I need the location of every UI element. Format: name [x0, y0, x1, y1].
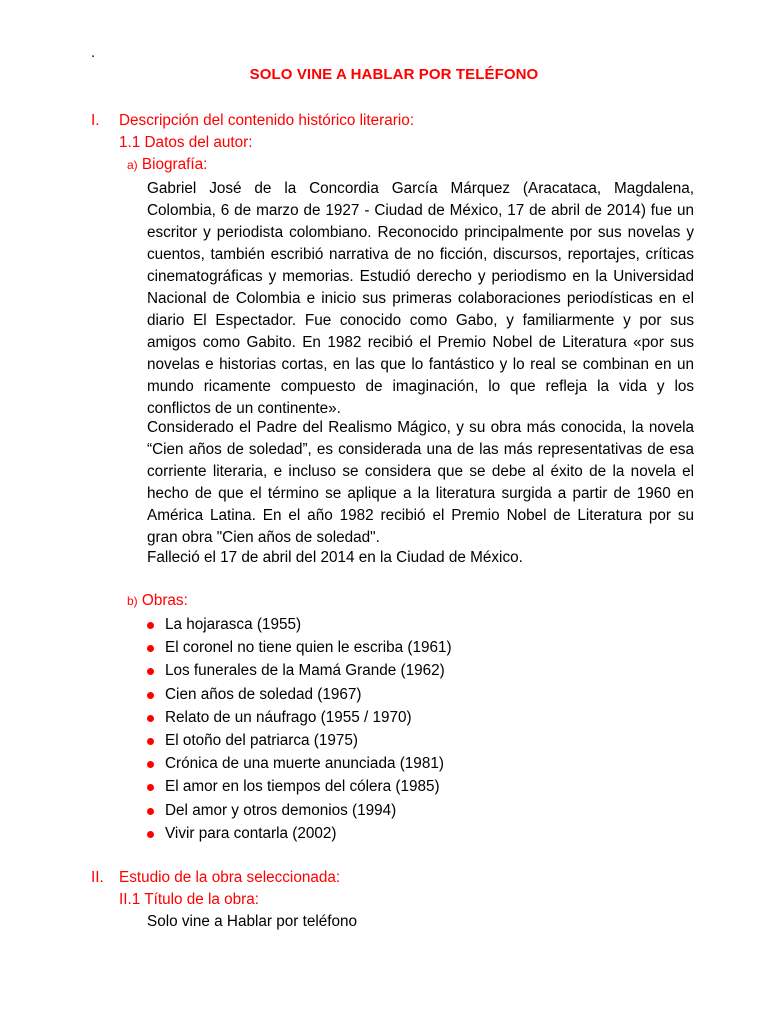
- item-a-heading: [127, 156, 207, 174]
- section-2-title: Estudio de la obra seleccionada:: [119, 869, 341, 886]
- list-item: Vivir para contarla (2002): [147, 822, 452, 845]
- list-item: El coronel no tiene quien le escriba (1961): [147, 636, 452, 659]
- bullet-icon: [147, 808, 154, 815]
- bullet-icon: [147, 715, 154, 722]
- bullet-icon: [147, 831, 154, 838]
- list-item: Relato de un náufrago (1955 / 1970): [147, 706, 452, 729]
- list-item: Crónica de una muerte anunciada (1981): [147, 752, 452, 775]
- document-title: SOLO VINE A HABLAR POR TELÉFONO: [249, 66, 539, 83]
- subsection-2-1-heading: II.1 Título de la obra:: [119, 891, 260, 908]
- bullet-icon: [147, 668, 154, 675]
- bullet-icon: [147, 761, 154, 768]
- bullet-icon: [147, 622, 154, 629]
- item-b-label: Obras:: [141, 592, 188, 609]
- stray-dot: .: [91, 44, 96, 61]
- bullet-icon: [147, 784, 154, 791]
- item-a-label: Biografía:: [141, 156, 208, 173]
- list-item: El otoño del patriarca (1975): [147, 729, 452, 752]
- work-title-text: Solo vine a Hablar por teléfono: [147, 913, 358, 930]
- list-item: La hojarasca (1955): [147, 613, 452, 636]
- list-item: Los funerales de la Mamá Grande (1962): [147, 659, 452, 682]
- bullet-icon: [147, 738, 154, 745]
- list-item: Del amor y otros demonios (1994): [147, 799, 452, 822]
- section-2-number: II.: [91, 869, 104, 886]
- biography-paragraph-3: Falleció el 17 de abril del 2014 en la Ciudad de México.: [147, 549, 523, 566]
- biography-paragraph-2: Considerado el Padre del Realismo Mágico, y su obra más conocida, la novela “Cien años de soledad”, es considerada una de las más representativas de esa corriente literaria, e incluso se considera que se debe al éxito de la novela el hecho de que el término se aplique a la literatura surgida a partir de 1960 en América Latina. En el año 1982 recibió el Premio Nobel de Literatura por su gran obra "Cien años de soledad".: [147, 419, 694, 546]
- bullet-icon: [147, 692, 154, 699]
- list-item: Cien años de soledad (1967): [147, 683, 452, 706]
- item-b-letter: b): [127, 594, 138, 608]
- item-b-heading: [127, 592, 188, 610]
- item-a-letter: a): [127, 158, 138, 172]
- bullet-icon: [147, 645, 154, 652]
- subsection-1-1-heading: 1.1 Datos del autor:: [119, 134, 253, 151]
- section-1-number: I.: [91, 112, 100, 129]
- section-1-title: Descripción del contenido histórico literario:: [119, 112, 415, 129]
- biography-paragraph-1: Gabriel José de la Concordia García Márquez (Aracataca, Magdalena, Colombia, 6 de marzo de 1927 - Ciudad de México, 17 de abril de 2014) fue un escritor y periodista colombiano. Reconocido principalmente por sus novelas y cuentos, también escribió narrativa de no ficción, discursos, reportajes, críticas cinematográficas y memorias. Estudió derecho y periodismo en la Universidad Nacional de Colombia e inicio sus primeras colaboraciones periodísticas en el diario El Espectador. Fue conocido como Gabo, y familiarmente y por sus amigos como Gabito. En 1982 recibió el Premio Nobel de Literatura «por sus novelas e historias cortas, en las que lo fantástico y lo real se combinan en un mundo ricamente compuesto de imaginación, lo que refleja la vida y los conflictos de un continente».: [147, 180, 694, 417]
- list-item: El amor en los tiempos del cólera (1985): [147, 775, 452, 798]
- works-list: [147, 613, 452, 845]
